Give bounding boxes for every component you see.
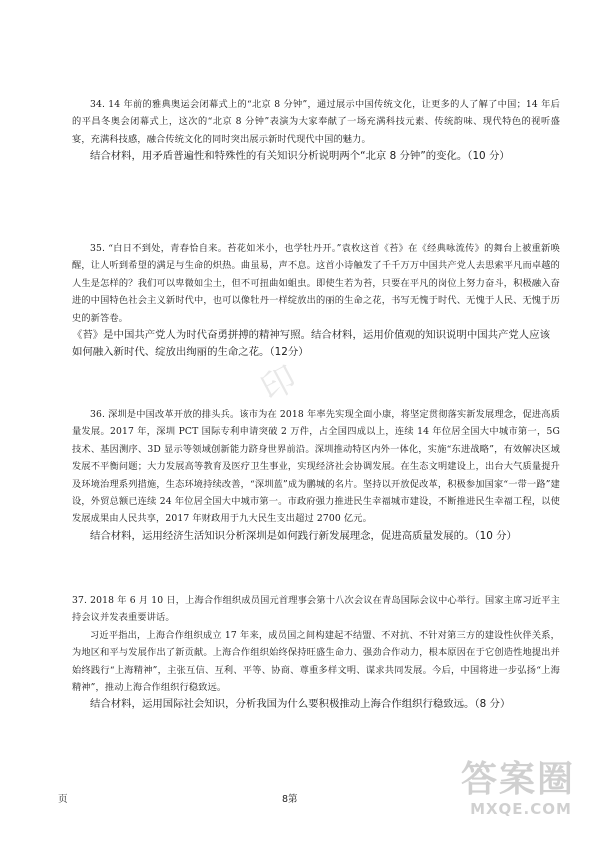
footer-page-number: 8第 [282, 794, 298, 805]
question-37-material: 习近平指出，上海合作组织成立 17 年来，成员国之间构建起不结盟、不对抗、不针对第三方的建设性伙伴关系，为地区和平与发展作出了新贡献。上海合作组织始终保持旺盛生命力、强劲合作动力，根本原因在于它创造性地提出并始终践行“上海精神”，主张互信、互利、平等、协商、尊重多样文明、谋求共同发展。今后，中国将进一步弘扬“上海精神”，推动上海合作组织行稳致远。 [72, 629, 560, 694]
question-36-task: 结合材料，运用经济生活知识分析深圳是如何践行新发展理念，促进高质量发展的。（10 分） [90, 529, 517, 542]
watermark-stamp: 印 [254, 355, 309, 410]
question-37-task: 结合材料，运用国际社会知识，分析我国为什么要积极推动上海合作组织行稳致远。（8 分） [90, 698, 511, 711]
question-35-material: 35. “白日不到处，青春恰自来。苔花如米小，也学牡丹开。”袁枚这首《苔》在《经典咏流传》的舞台上被重新唤醒，让人听到希望的满足与生命的炽热。曲虽易，声不息。这首小诗触发了千千万万中国共产党人去思索平凡而卓越的人生是怎样的？我们可以卑微如尘土，但不可扭曲如蛆虫。即使生若为苔，只要在平凡的岗位上努力奋斗，积极融入奋进的中国特色社会主义新时代中，也可以像牡丹一样绽放出的丽的生命之花，书写无愧于时代、无愧于人民、无愧于历史的新答卷。 [72, 243, 560, 324]
question-35-task: 《苔》是中国共产党人为时代奋勇拼搏的精神写照。结合材料，运用价值观的知识说明中国共产党人应该如何融入新时代、绽放出绚丽的生命之花。（12分） [72, 329, 550, 359]
question-34-material: 34. 14 年前的雅典奥运会闭幕式上的“北京 8 分钟”，通过展示中国传统文化，让更多的人了解了中国；14 年后的平昌冬奥会闭幕式上，这次的“北京 8 分钟”表演为大家奉献了一场充满科技元素、传统韵味、现代特色的视听盛宴，充满科技感，融合传统文化的同时突出展示新时代现代中国的魅力。 [72, 99, 560, 145]
question-37 [72, 592, 560, 713]
question-36-material: 36. 深圳是中国改革开放的排头兵。该市为在 2018 年率先实现全面小康，将坚定贯彻落实新发展理念，促进高质量发展。2017 年，深圳 PCT 国际专利申请突破 2 万件，占全国四成以上，连续 14 年位居全国大中城市第一，5G 技术、基因测序、3D 显示等领域创新能力跻身世界前沿。深圳推动特区内外一体化，实施“东进战略”，有效解决区域发展不平衡问题；大力发展高等教育及医疗卫生事业，实现经济社会协调发展。在生态文明建设上，出台大气质量提升及环境治理系列措施，生态环境持续改善，“深圳蓝”成为鹏城的名片。坚持以开放促改革，积极参加国家“一带一路”建设，外贸总额已连续 24 年位居全国大中城市第一。市政府强力推进民生幸福城市建设，不断推进民生幸福工程，以使发展成果由人民共享，2017 年财政用于九大民生支出超过 2700 亿元。 [72, 409, 560, 525]
logo-text: 答案圈 [461, 759, 576, 800]
question-35 [72, 240, 560, 361]
footer-page-label: 页 [58, 794, 68, 805]
site-logo [461, 760, 581, 830]
question-37-intro: 37. 2018 年 6 月 10 日，上海合作组织成员国元首理事会第十八次会议在青岛国际会议中心举行。国家主席习近平主持会议并发表重要讲话。 [72, 595, 560, 624]
question-34-task: 结合材料，用矛盾普遍性和特殊性的有关知识分析说明两个“北京 8 分钟”的变化。（10 分） [90, 150, 510, 163]
question-36 [72, 406, 560, 545]
logo-url: MXQE.COM [470, 800, 572, 818]
question-34 [72, 96, 560, 165]
